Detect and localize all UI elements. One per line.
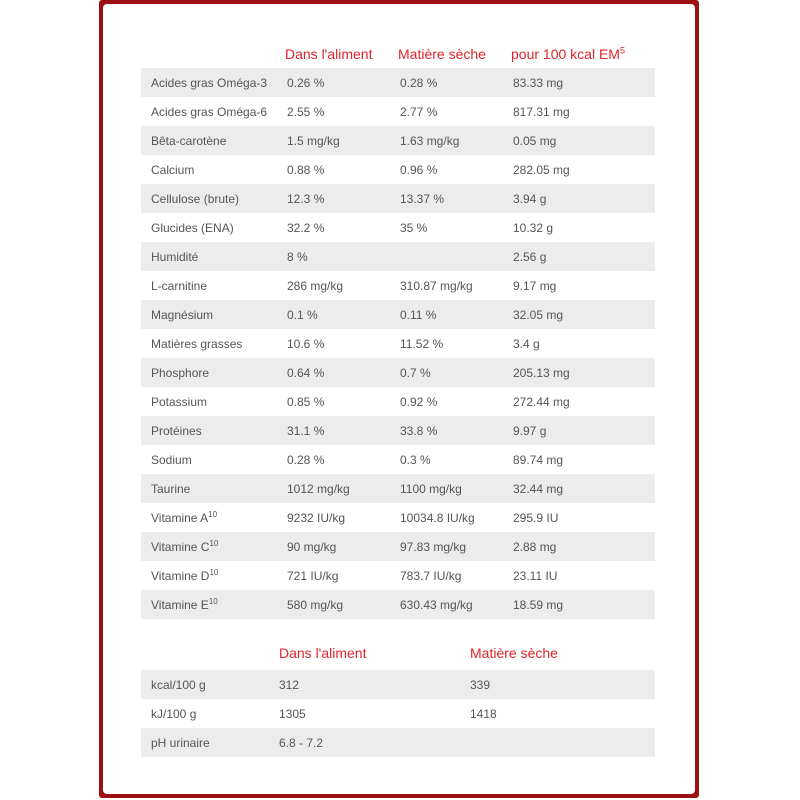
nutrient-name: Matières grasses <box>151 336 243 351</box>
nutrient-name-cell <box>141 561 277 590</box>
energy-in-food-value: 6.8 - 7.2 <box>277 728 468 757</box>
energy-dry-matter-value: 1418 <box>470 706 497 721</box>
per-100-kcal-value: 10.32 g <box>513 220 554 235</box>
table-row <box>141 300 655 329</box>
energy-label: pH urinaire <box>141 728 277 757</box>
table-row <box>141 155 655 184</box>
per-100-kcal-value: 32.05 mg <box>503 300 655 329</box>
in-food-value: 0.28 % <box>287 452 325 467</box>
energy-in-food-value: 312 <box>277 670 468 699</box>
nutrient-name-cell <box>141 126 277 155</box>
table-row <box>141 416 655 445</box>
in-food-value: 0.88 % <box>287 162 325 177</box>
dry-matter-value: 13.37 % <box>390 184 503 213</box>
nutrient-name: Acides gras Oméga-3 <box>151 75 268 90</box>
per-100-kcal-value: 89.74 mg <box>513 452 564 467</box>
nutrient-name-cell <box>141 68 277 97</box>
energy-table <box>141 636 655 757</box>
dry-matter-value: 783.7 IU/kg <box>400 568 462 583</box>
table-row <box>141 699 655 728</box>
nutrient-name-cell <box>141 184 277 213</box>
nutrient-name: Vitamine E <box>151 597 209 612</box>
table-row <box>141 242 655 271</box>
table-row <box>141 97 655 126</box>
nutrient-name: L-carnitine <box>151 278 208 293</box>
dry-matter-value: 0.3 % <box>400 452 431 467</box>
table-row <box>141 590 655 619</box>
nutrient-name: Potassium <box>151 394 208 409</box>
nutrient-name-cell <box>141 590 277 619</box>
nutrient-name: Phosphore <box>151 365 210 380</box>
nutrient-name: Vitamine A <box>151 510 209 525</box>
table-row <box>141 728 655 757</box>
energy-in-food-value: 1305 <box>279 706 306 721</box>
nutrient-name: Protéines <box>151 423 202 438</box>
dry-matter-value: 2.77 % <box>400 104 438 119</box>
per-100-kcal-value: 83.33 mg <box>503 68 655 97</box>
nutrient-name: Cellulose (brute) <box>151 191 240 206</box>
dry-matter-value: 0.96 % <box>400 162 438 177</box>
per-100-kcal-value: 3.94 g <box>503 184 655 213</box>
dry-matter-value: 35 % <box>400 220 428 235</box>
in-food-value: 0.64 % <box>277 358 390 387</box>
dry-matter-value: 0.92 % <box>400 394 438 409</box>
table-row <box>141 126 655 155</box>
dry-matter-value: 97.83 mg/kg <box>390 532 503 561</box>
table-row <box>141 670 655 699</box>
in-food-value: 90 mg/kg <box>277 532 390 561</box>
header-dry-matter: Matière sèche <box>398 46 486 62</box>
table-row <box>141 213 655 242</box>
content-panel <box>103 4 695 794</box>
in-food-value: 31.1 % <box>277 416 390 445</box>
nutrient-footnote: 10 <box>208 509 218 519</box>
nutrient-name: Humidité <box>151 249 199 264</box>
in-food-value: 0.85 % <box>287 394 325 409</box>
per-100-kcal-value: 23.11 IU <box>513 568 558 583</box>
table-row <box>141 561 655 590</box>
header-footnote: 5 <box>619 45 625 56</box>
table-row <box>141 358 655 387</box>
dry-matter-value: 11.52 % <box>400 336 444 351</box>
in-food-value: 8 % <box>277 242 390 271</box>
energy-header-in-food: Dans l'aliment <box>279 645 367 661</box>
nutrient-name-cell <box>141 532 277 561</box>
nutrient-name-cell <box>141 242 277 271</box>
per-100-kcal-value: 3.4 g <box>513 336 540 351</box>
nutrient-name: Magnésium <box>151 307 214 322</box>
content-frame <box>99 0 699 798</box>
per-100-kcal-value: 2.56 g <box>503 242 655 271</box>
in-food-value: 0.26 % <box>277 68 390 97</box>
header-in-food: Dans l'aliment <box>285 46 373 62</box>
nutrient-name-cell <box>141 300 277 329</box>
dry-matter-value: 310.87 mg/kg <box>400 278 473 293</box>
per-100-kcal-value: 9.97 g <box>503 416 655 445</box>
nutrient-name: Vitamine C <box>151 539 210 554</box>
dry-matter-value: 1.63 mg/kg <box>390 126 503 155</box>
nutrient-name: Bêta-carotène <box>151 133 227 148</box>
nutrient-name-cell <box>141 329 277 358</box>
nutrient-footnote: 10 <box>208 596 218 606</box>
in-food-value: 12.3 % <box>277 184 390 213</box>
dry-matter-value: 10034.8 IU/kg <box>400 510 475 525</box>
in-food-value: 0.1 % <box>277 300 390 329</box>
in-food-value: 9232 IU/kg <box>287 510 346 525</box>
nutrient-name-cell <box>141 474 277 503</box>
dry-matter-value: 0.7 % <box>390 358 503 387</box>
table-row <box>141 271 655 300</box>
nutrient-name-cell <box>141 213 277 242</box>
nutrient-footnote: 10 <box>209 538 219 548</box>
energy-header-label <box>141 636 277 670</box>
nutrient-name-cell <box>141 445 277 474</box>
per-100-kcal-value: 0.05 mg <box>503 126 655 155</box>
table-row <box>141 184 655 213</box>
energy-dry-matter-value: 339 <box>468 670 655 699</box>
table-row <box>141 387 655 416</box>
nutrient-footnote: 10 <box>209 567 219 577</box>
table-row <box>141 68 655 97</box>
per-100-kcal-value: 9.17 mg <box>513 278 557 293</box>
header-per-100-kcal: pour 100 kcal $EM^5$ <box>511 45 625 62</box>
per-100-kcal-value: 2.88 mg <box>503 532 655 561</box>
nutrient-name-cell <box>141 97 277 126</box>
dry-matter-value: 1100 mg/kg <box>390 474 503 503</box>
in-food-value: 1.5 mg/kg <box>277 126 390 155</box>
in-food-value: 721 IU/kg <box>287 568 339 583</box>
nutrition-table <box>141 36 655 619</box>
nutrient-name: Glucides (ENA) <box>151 220 234 235</box>
nutrient-name-cell <box>141 503 277 532</box>
table-row <box>141 445 655 474</box>
dry-matter-value <box>390 242 503 271</box>
table-row <box>141 532 655 561</box>
per-100-kcal-value: 282.05 mg <box>513 162 570 177</box>
nutrient-name: Sodium <box>151 452 192 467</box>
in-food-value: 286 mg/kg <box>287 278 344 293</box>
per-100-kcal-value: 205.13 mg <box>503 358 655 387</box>
per-100-kcal-value: 32.44 mg <box>503 474 655 503</box>
per-100-kcal-value: 295.9 IU <box>513 510 559 525</box>
per-100-kcal-value: 817.31 mg <box>513 104 570 119</box>
in-food-value: 2.55 % <box>287 104 325 119</box>
nutrient-name-cell <box>141 387 277 416</box>
table-row <box>141 329 655 358</box>
per-100-kcal-value: 18.59 mg <box>503 590 655 619</box>
dry-matter-value: 33.8 % <box>390 416 503 445</box>
nutrient-name: Taurine <box>151 481 191 496</box>
energy-header-dry-matter: Matière sèche <box>470 645 558 661</box>
nutrient-name-cell <box>141 271 277 300</box>
energy-table-header <box>141 636 655 670</box>
in-food-value: 10.6 % <box>287 336 325 351</box>
table-row <box>141 503 655 532</box>
nutrient-name: Acides gras Oméga-6 <box>151 104 268 119</box>
nutrient-name: Calcium <box>151 162 195 177</box>
energy-label: kJ/100 g <box>151 706 197 721</box>
energy-dry-matter-value <box>468 728 655 757</box>
dry-matter-value: 630.43 mg/kg <box>390 590 503 619</box>
in-food-value: 32.2 % <box>287 220 325 235</box>
nutrition-table-header <box>141 36 655 68</box>
table-row <box>141 474 655 503</box>
per-100-kcal-value: 272.44 mg <box>513 394 570 409</box>
in-food-value: 580 mg/kg <box>277 590 390 619</box>
dry-matter-value: 0.28 % <box>390 68 503 97</box>
nutrient-name: Vitamine D <box>151 568 210 583</box>
energy-label: kcal/100 g <box>141 670 277 699</box>
in-food-value: 1012 mg/kg <box>277 474 390 503</box>
nutrient-name-cell <box>141 155 277 184</box>
nutrient-name-cell <box>141 358 277 387</box>
nutrient-name-cell <box>141 416 277 445</box>
header-nutrient <box>141 36 277 68</box>
dry-matter-value: 0.11 % <box>390 300 503 329</box>
